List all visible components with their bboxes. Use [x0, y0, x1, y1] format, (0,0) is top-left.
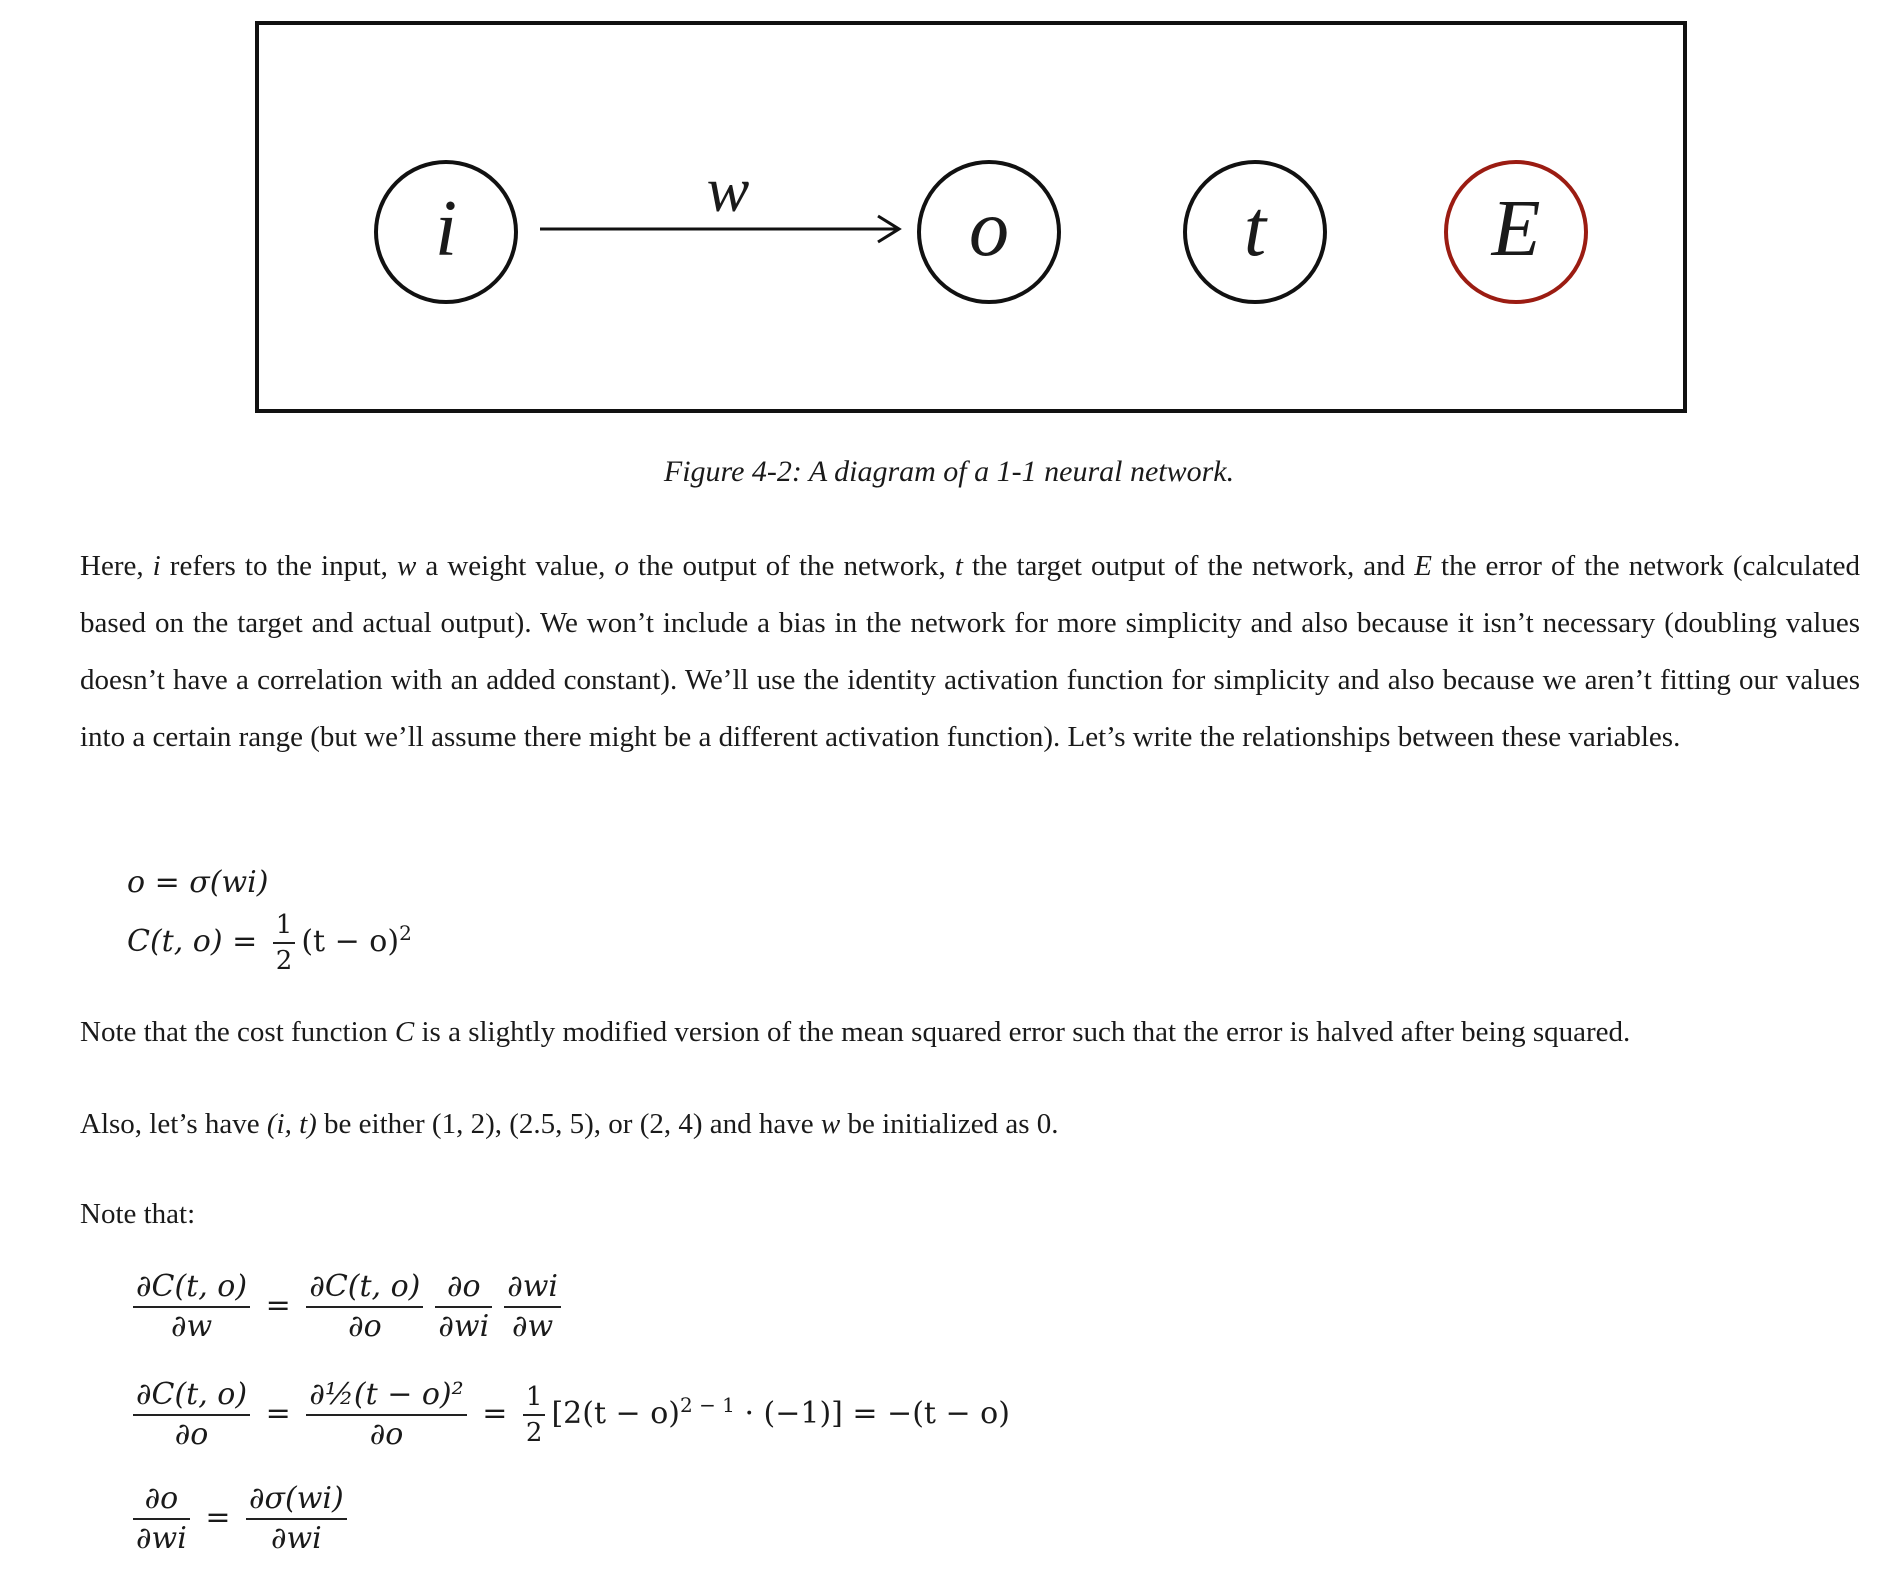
paragraph-note-that: Note that:: [80, 1198, 196, 1230]
paragraph-dataset: Also, let’s have (i, t) be either (1, 2), (2.5, 5), or (2, 4) and have w be initialized as 0.: [80, 1108, 1059, 1140]
equation-cost: C(t, o) = $\frac{1}{2}$ $(t - o)^2$: [127, 910, 412, 976]
error-node-label: E: [1491, 185, 1541, 273]
paragraph-variables: Here, i refers to the input, w a weight value, o the output of the network, t the target output of the network, and E the error of the network (calculated based on the target and actual output). We won’t include a bias in the network for more simplicity and also because it isn’t necessary (doubling values doesn’t have a correlation with an added constant). We’ll use the identity activation function for simplicity and also because we aren’t fitting our values into a certain range (but we’ll assume there might be a different activation function). Let’s write the relationships between these variables.: [80, 550, 1861, 753]
input-node: [374, 160, 518, 304]
target-node-label: t: [1243, 185, 1267, 273]
paragraph-cost-note: Note that the cost function C is a slightly modified version of the mean squared error such that the error is halved after being squared.: [80, 1016, 1631, 1048]
equation-output: o = σ(wi): [127, 865, 269, 900]
output-node-label: o: [969, 185, 1009, 273]
target-node: [1183, 160, 1327, 304]
weight-label: w: [706, 154, 750, 225]
equation-cost-derivative: $\frac{\partial C(t, o)}{\partial o}$ = $\frac{\text{∂½(t − o)²}}{\partial o}$ = $\frac{1}{2}$ $[2(t - o)^{2 - 1} \cdot (-1)] = -(t - o)$: [127, 1380, 1010, 1450]
equation-activation-derivative: $\frac{\partial o}{\partial wi}$ = $\frac{\partial\sigma(wi)}{\partial wi}$: [127, 1484, 353, 1554]
figure-caption: Figure 4-2: A diagram of a 1-1 neural network.: [663, 455, 1235, 488]
output-node: [917, 160, 1061, 304]
error-node: [1444, 160, 1588, 304]
equation-chain-rule: $\frac{\partial C(t, o)}{\partial w}$ = $\frac{\partial C(t, o)}{\partial o}$ $\frac{\partial o}{\partial wi}$ $\frac{\partial wi}{\partial w}$: [127, 1272, 567, 1342]
input-node-label: i: [434, 185, 458, 273]
